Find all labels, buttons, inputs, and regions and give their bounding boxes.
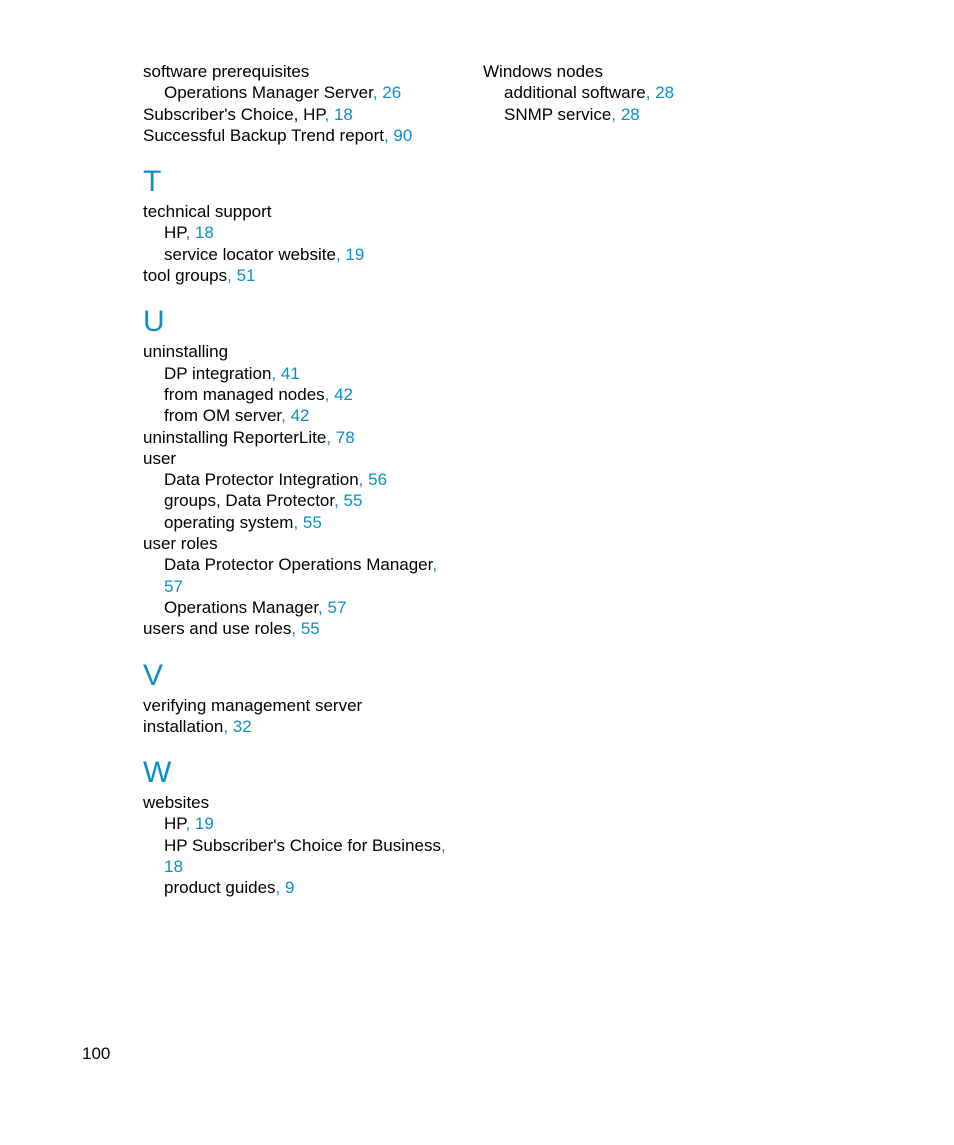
index-term: additional software [504,83,646,103]
index-term: Windows nodes [483,62,604,81]
index-subentry [143,244,463,265]
page-link[interactable]: , 90 [383,125,413,145]
section-letter-w: W [143,756,172,790]
index-term: Operations Manager [164,597,319,617]
page-link[interactable]: , 19 [335,244,365,264]
index-term: tool groups [143,266,228,286]
index-entry [143,618,463,639]
index-entry [143,792,463,813]
index-subentry [143,512,463,533]
index-term: Successful Backup Trend report [143,125,384,145]
index-entry [143,448,463,469]
index-term: installation [143,716,224,736]
index-term: DP integration [164,363,272,383]
index-column-right [483,61,803,125]
index-entry [143,201,463,222]
index-term: Operations Manager Server [164,83,373,103]
page-link[interactable]: , 51 [227,266,256,286]
index-term: software prerequisites [143,62,310,81]
index-subentry-continuation [143,856,463,877]
index-subentry [143,813,463,834]
index-term: verifying management server [143,695,363,715]
index-subentry [143,363,463,384]
page-link: , [432,555,438,575]
index-entry [143,265,463,286]
index-subentry [143,490,463,511]
index-subentry [143,384,463,405]
index-term: service locator website [164,244,336,264]
index-entry [143,341,463,362]
index-term: product guides [164,878,276,898]
index-entry [143,533,463,554]
index-entry [143,125,463,146]
page-link[interactable]: , 28 [645,83,675,103]
index-term: HP [164,814,186,834]
index-subentry [143,469,463,490]
index-term: operating system [164,512,294,532]
index-subentry [143,82,463,103]
section-letter-t: T [143,165,162,199]
page-link: , [440,835,446,855]
index-term: user [143,448,177,468]
index-entry [143,104,463,125]
index-term: Data Protector Integration [164,470,359,490]
index-term: websites [143,793,210,813]
page-link[interactable]: , 55 [293,512,322,532]
index-term: HP Subscriber's Choice for Business [164,835,441,855]
index-term: users and use roles [143,619,292,639]
index-term: groups, Data Protector [164,491,335,511]
index-subentry [143,877,463,898]
page-link[interactable]: , 18 [185,223,214,243]
page-link[interactable]: , 55 [291,619,320,639]
index-subentry [143,835,463,856]
page-link[interactable]: , 41 [271,363,300,383]
index-term: from OM server [164,406,282,426]
index-subentry [143,222,463,243]
page-link[interactable]: , 56 [358,470,388,490]
index-column-left [143,61,463,899]
page-link[interactable]: 57 [164,576,183,596]
index-subentry [143,405,463,426]
index-term: Subscriber's Choice, HP [143,104,325,124]
page-link[interactable]: , 28 [611,104,640,124]
index-subentry-continuation [143,576,463,597]
index-subentry [483,82,803,103]
page-link[interactable]: , 9 [275,878,295,898]
index-subentry [483,104,803,125]
page-link[interactable]: 18 [164,857,183,877]
index-term: from managed nodes [164,384,325,404]
index-term: HP [164,223,186,243]
page-link[interactable]: , 26 [372,83,402,103]
index-term: uninstalling [143,342,229,362]
index-term: user roles [143,534,218,554]
index-subentry [143,554,463,575]
index-term: technical support [143,202,272,222]
index-entry [143,61,463,82]
index-term: uninstalling ReporterLite [143,427,327,447]
section-letter-v: V [143,658,164,692]
index-entry [143,427,463,448]
section-letter-u: U [143,305,165,339]
page-link[interactable]: , 32 [223,716,252,736]
page-link[interactable]: , 18 [324,104,353,124]
index-term: Data Protector Operations Manager [164,555,433,575]
page-link[interactable]: , 57 [318,597,347,617]
page-number: 100 [82,1044,111,1063]
index-entry [483,61,803,82]
index-entry [143,695,463,716]
index-term: SNMP service [504,104,612,124]
page-link[interactable]: , 55 [334,491,363,511]
index-entry-continuation [143,716,463,737]
page-link[interactable]: , 42 [281,406,310,426]
page-link[interactable]: , 78 [326,427,355,447]
page-link[interactable]: , 42 [324,384,354,404]
page-link[interactable]: , 19 [185,814,214,834]
index-subentry [143,597,463,618]
